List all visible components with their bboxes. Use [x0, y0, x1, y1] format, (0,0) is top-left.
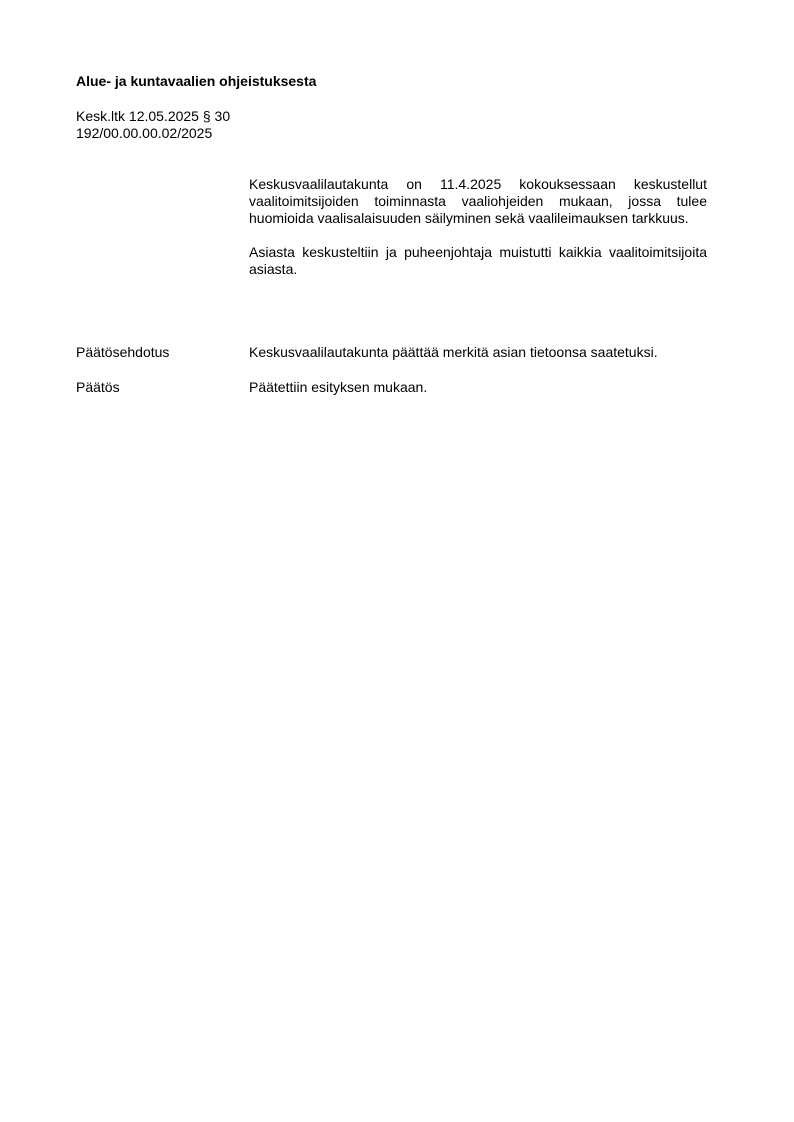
record-number: 192/00.00.00.02/2025: [76, 125, 213, 141]
session-reference: Kesk.ltk 12.05.2025 § 30: [76, 108, 231, 124]
decision-label: Päätös: [76, 379, 120, 395]
document-title: Alue- ja kuntavaalien ohjeistuksesta: [76, 73, 317, 89]
body-paragraph-2: Asiasta keskusteltiin ja puheenjohtaja muistutti kaikkia vaalitoimitsijoita asiasta.: [249, 244, 707, 277]
proposal-label: Päätösehdotus: [76, 344, 170, 360]
document-meta: [76, 108, 376, 142]
body-paragraph-1: Keskusvaalilautakunta on 11.4.2025 kokouksessaan keskustellut vaalitoimitsijoiden toiminnasta vaaliohjeiden mukaan, jossa tulee huomioida vaalisalaisuuden säilyminen sekä vaalileimauksen tarkkuus.: [249, 176, 707, 226]
decision-text: Päätettiin esityksen mukaan.: [249, 379, 428, 395]
proposal-text: Keskusvaalilautakunta päättää merkitä asian tietoonsa saatetuksi.: [249, 344, 658, 360]
